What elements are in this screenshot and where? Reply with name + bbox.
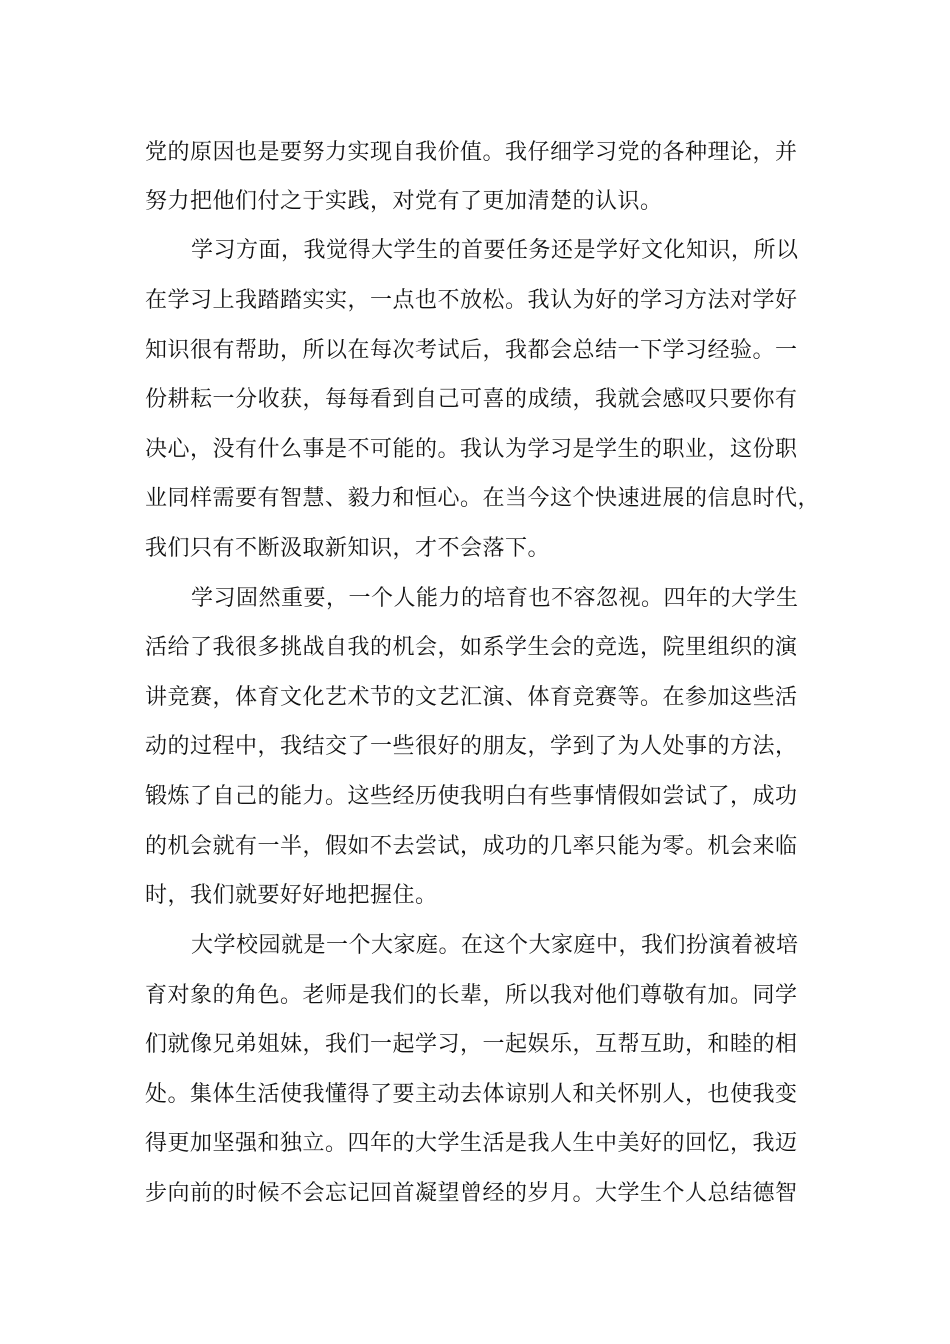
paragraph-first-line: 学习固然重要，一个人能力的培育也不容忽视。四年的大学生 — [191, 586, 799, 611]
text-line: 讲竞赛，体育文化艺术节的文艺汇演、体育竞赛等。在参加这些活 — [145, 685, 798, 710]
text-line: 在学习上我踏踏实实，一点也不放松。我认为好的学习方法对学好 — [145, 288, 798, 313]
text-line: 步向前的时候不会忘记回首凝望曾经的岁月。大学生个人总结德智 — [145, 1181, 798, 1206]
text-line: 知识很有帮助，所以在每次考试后，我都会总结一下学习经验。一 — [145, 338, 798, 363]
text-line: 得更加坚强和独立。四年的大学生活是我人生中美好的回忆，我迈 — [145, 1131, 798, 1156]
paragraph-first-line: 大学校园就是一个大家庭。在这个大家庭中，我们扮演着被培 — [191, 933, 799, 958]
text-line: 动的过程中，我结交了一些很好的朋友，学到了为人处事的方法， — [145, 734, 798, 759]
text-line: 活给了我很多挑战自我的机会，如系学生会的竞选，院里组织的演 — [145, 635, 798, 660]
text-line: 时，我们就要好好地把握住。 — [145, 883, 438, 908]
text-line: 份耕耘一分收获，每每看到自己可喜的成绩，我就会感叹只要你有 — [145, 387, 798, 412]
text-line: 锻炼了自己的能力。这些经历使我明白有些事情假如尝试了，成功 — [145, 784, 798, 809]
paragraph-first-line: 学习方面，我觉得大学生的首要任务还是学好文化知识，所以 — [191, 238, 799, 263]
text-line: 们就像兄弟姐妹，我们一起学习，一起娱乐，互帮互助，和睦的相 — [145, 1032, 798, 1057]
text-line: 育对象的角色。老师是我们的长辈，所以我对他们尊敬有加。同学 — [145, 983, 798, 1008]
text-line: 的机会就有一半，假如不去尝试，成功的几率只能为零。机会来临 — [145, 834, 798, 859]
text-line: 努力把他们付之于实践，对党有了更加清楚的认识。 — [145, 189, 663, 214]
text-line: 党的原因也是要努力实现自我价值。我仔细学习党的各种理论，并 — [145, 140, 798, 165]
text-line: 业同样需要有智慧、毅力和恒心。在当今这个快速进展的信息时代， — [145, 486, 821, 511]
text-line: 处。集体生活使我懂得了要主动去体谅别人和关怀别人，也使我变 — [145, 1082, 798, 1107]
text-line: 决心，没有什么事是不可能的。我认为学习是学生的职业，这份职 — [145, 437, 798, 462]
text-line: 我们只有不断汲取新知识，才不会落下。 — [145, 536, 551, 561]
